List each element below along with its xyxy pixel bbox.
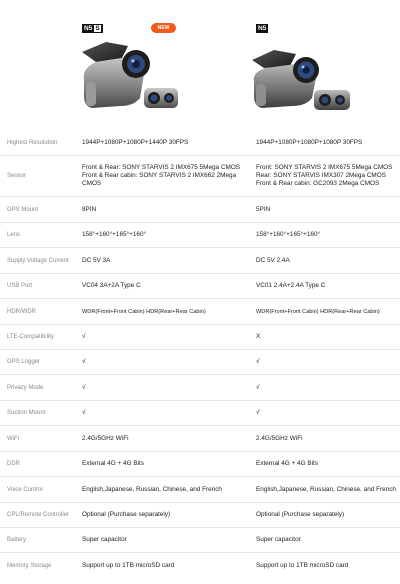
spec-row-sensor: [0, 156, 400, 197]
product-2-value: Front: SONY STARVIS 2 IMX675 5Mega CMOS Rear: SONY STARVIS IMX307 2Mega CMOS Front & Rear cabin: GC2093 2Mega CMOS: [256, 164, 393, 187]
spec-row-wifi: [0, 426, 400, 452]
spec-label: DDR: [7, 461, 20, 467]
product-2-value: 158°+160°+165°+160°: [256, 231, 321, 238]
product-1-value: 1944P+1080P+1080P+1440P 30FPS: [82, 138, 189, 146]
spec-label: Privacy Mode: [7, 384, 44, 391]
product-1-value: English,Japanese, Russian, Chinese, and French: [82, 485, 222, 493]
spec-label: CPL/Remote Controller: [7, 512, 70, 518]
spec-label: GPS Mount: [7, 206, 39, 213]
product-1-name: N5: [84, 25, 93, 32]
spec-label: Voice Control: [7, 486, 43, 493]
product-2-value: X: [256, 333, 261, 340]
product-2-value: 2.4G/5GHz WiFi: [256, 434, 303, 442]
product-1-value: VC04 3A+2A Type C: [82, 282, 141, 289]
product-1-value: 158°+160°+165°+160°: [82, 231, 147, 238]
spec-label: Sensor: [7, 173, 27, 179]
spec-row-usb-port: [0, 274, 400, 299]
spec-label: Highest Resolution: [7, 139, 58, 146]
spec-label: WiFi: [7, 435, 19, 442]
spec-row-battery: [0, 528, 400, 553]
product-2-value: External 4G + 4G Bits: [256, 460, 318, 467]
product-1-dashcam-image: [76, 40, 186, 118]
spec-row-lte-compatibility: [0, 325, 400, 350]
spec-row-gps-mount: [0, 197, 400, 223]
product-header: [0, 0, 400, 122]
product-1-value: External 4G + 4G Bits: [82, 460, 144, 467]
new-badge: NEW: [151, 23, 176, 33]
product-2-value: √: [256, 358, 260, 365]
product-2-value: WDR(Front+Front Cabin) HDR(Rear+Rear Cabin): [256, 308, 380, 315]
product-2-value: 1944P+1080P+1080P+1080P 30FPS: [256, 138, 363, 146]
spec-row-gps-logger: [0, 350, 400, 375]
product-1-value: Front & Rear: SONY STARVIS 2 IMX675 5Mega CMOS Front & Rear cabin: SONY STARVIS 2 IMX662 2Mega CMOS: [82, 164, 241, 187]
product-2-value: √: [256, 383, 260, 391]
spec-row-cpl-remote: [0, 503, 400, 528]
product-1-value: √: [82, 333, 86, 340]
product-2-value: Super capacitor: [256, 536, 301, 543]
product-2-dashcam-image: [248, 40, 358, 118]
product-1-value: √: [82, 358, 86, 365]
spec-row-voice-control: [0, 477, 400, 503]
product-2-value: DC 5V 2.4A: [256, 256, 290, 264]
spec-row-ddr: [0, 452, 400, 477]
product-2-value: VC01 2.4A+2.4A Type C: [256, 282, 326, 289]
spec-label: Supply Voltage Current: [7, 257, 69, 264]
spec-label: LTE-Compatibility: [7, 334, 54, 340]
spec-label: HDR/WDR: [7, 308, 36, 315]
product-1-value: WDR(Front+Front Cabin) HDR(Rear+Rear Cabin): [82, 308, 206, 315]
spec-label: Suction Mount: [7, 410, 46, 416]
product-2-name: N5: [258, 25, 267, 32]
spec-label: Battery: [7, 537, 27, 543]
spec-row-memory-storage: [0, 553, 400, 578]
product-1-value: √: [82, 383, 86, 391]
spec-label: USB Port: [7, 283, 33, 289]
spec-label: Lens: [7, 232, 21, 238]
product-2-value: Optional (Purchase separately): [256, 511, 345, 518]
product-1-value: DC 5V 3A: [82, 256, 111, 264]
spec-row-hdr-wdr: [0, 299, 400, 325]
product-2-value: Support up to 1TB microSD card: [256, 561, 349, 569]
spec-label: GPS Logger: [7, 359, 41, 365]
product-2-value: English,Japanese, Russian, Chinese, and French: [256, 485, 396, 493]
spec-row-privacy-mode: [0, 375, 400, 401]
spec-comparison-table: [0, 130, 400, 578]
spec-row-suction-mount: [0, 401, 400, 426]
spec-row-supply-voltage: [0, 248, 400, 274]
product-1-value: 2.4G/5GHz WiFi: [82, 434, 129, 442]
product-2-badge: [256, 24, 268, 33]
product-1-value: Optional (Purchase separately): [82, 511, 171, 518]
product-1-suffix: S: [95, 25, 100, 32]
product-2-value: 5PIN: [256, 205, 271, 213]
product-1-badge: [82, 24, 103, 33]
product-1-value: √: [82, 409, 86, 416]
product-1-value: Support up to 1TB microSD card: [82, 561, 175, 569]
spec-label: Memory Storage: [7, 562, 52, 569]
product-2-value: √: [256, 409, 260, 416]
product-1-value: Super capacitor: [82, 536, 127, 543]
spec-row-highest-resolution: [0, 130, 400, 156]
spec-row-lens: [0, 223, 400, 248]
product-1-value: 8PIN: [82, 205, 97, 213]
